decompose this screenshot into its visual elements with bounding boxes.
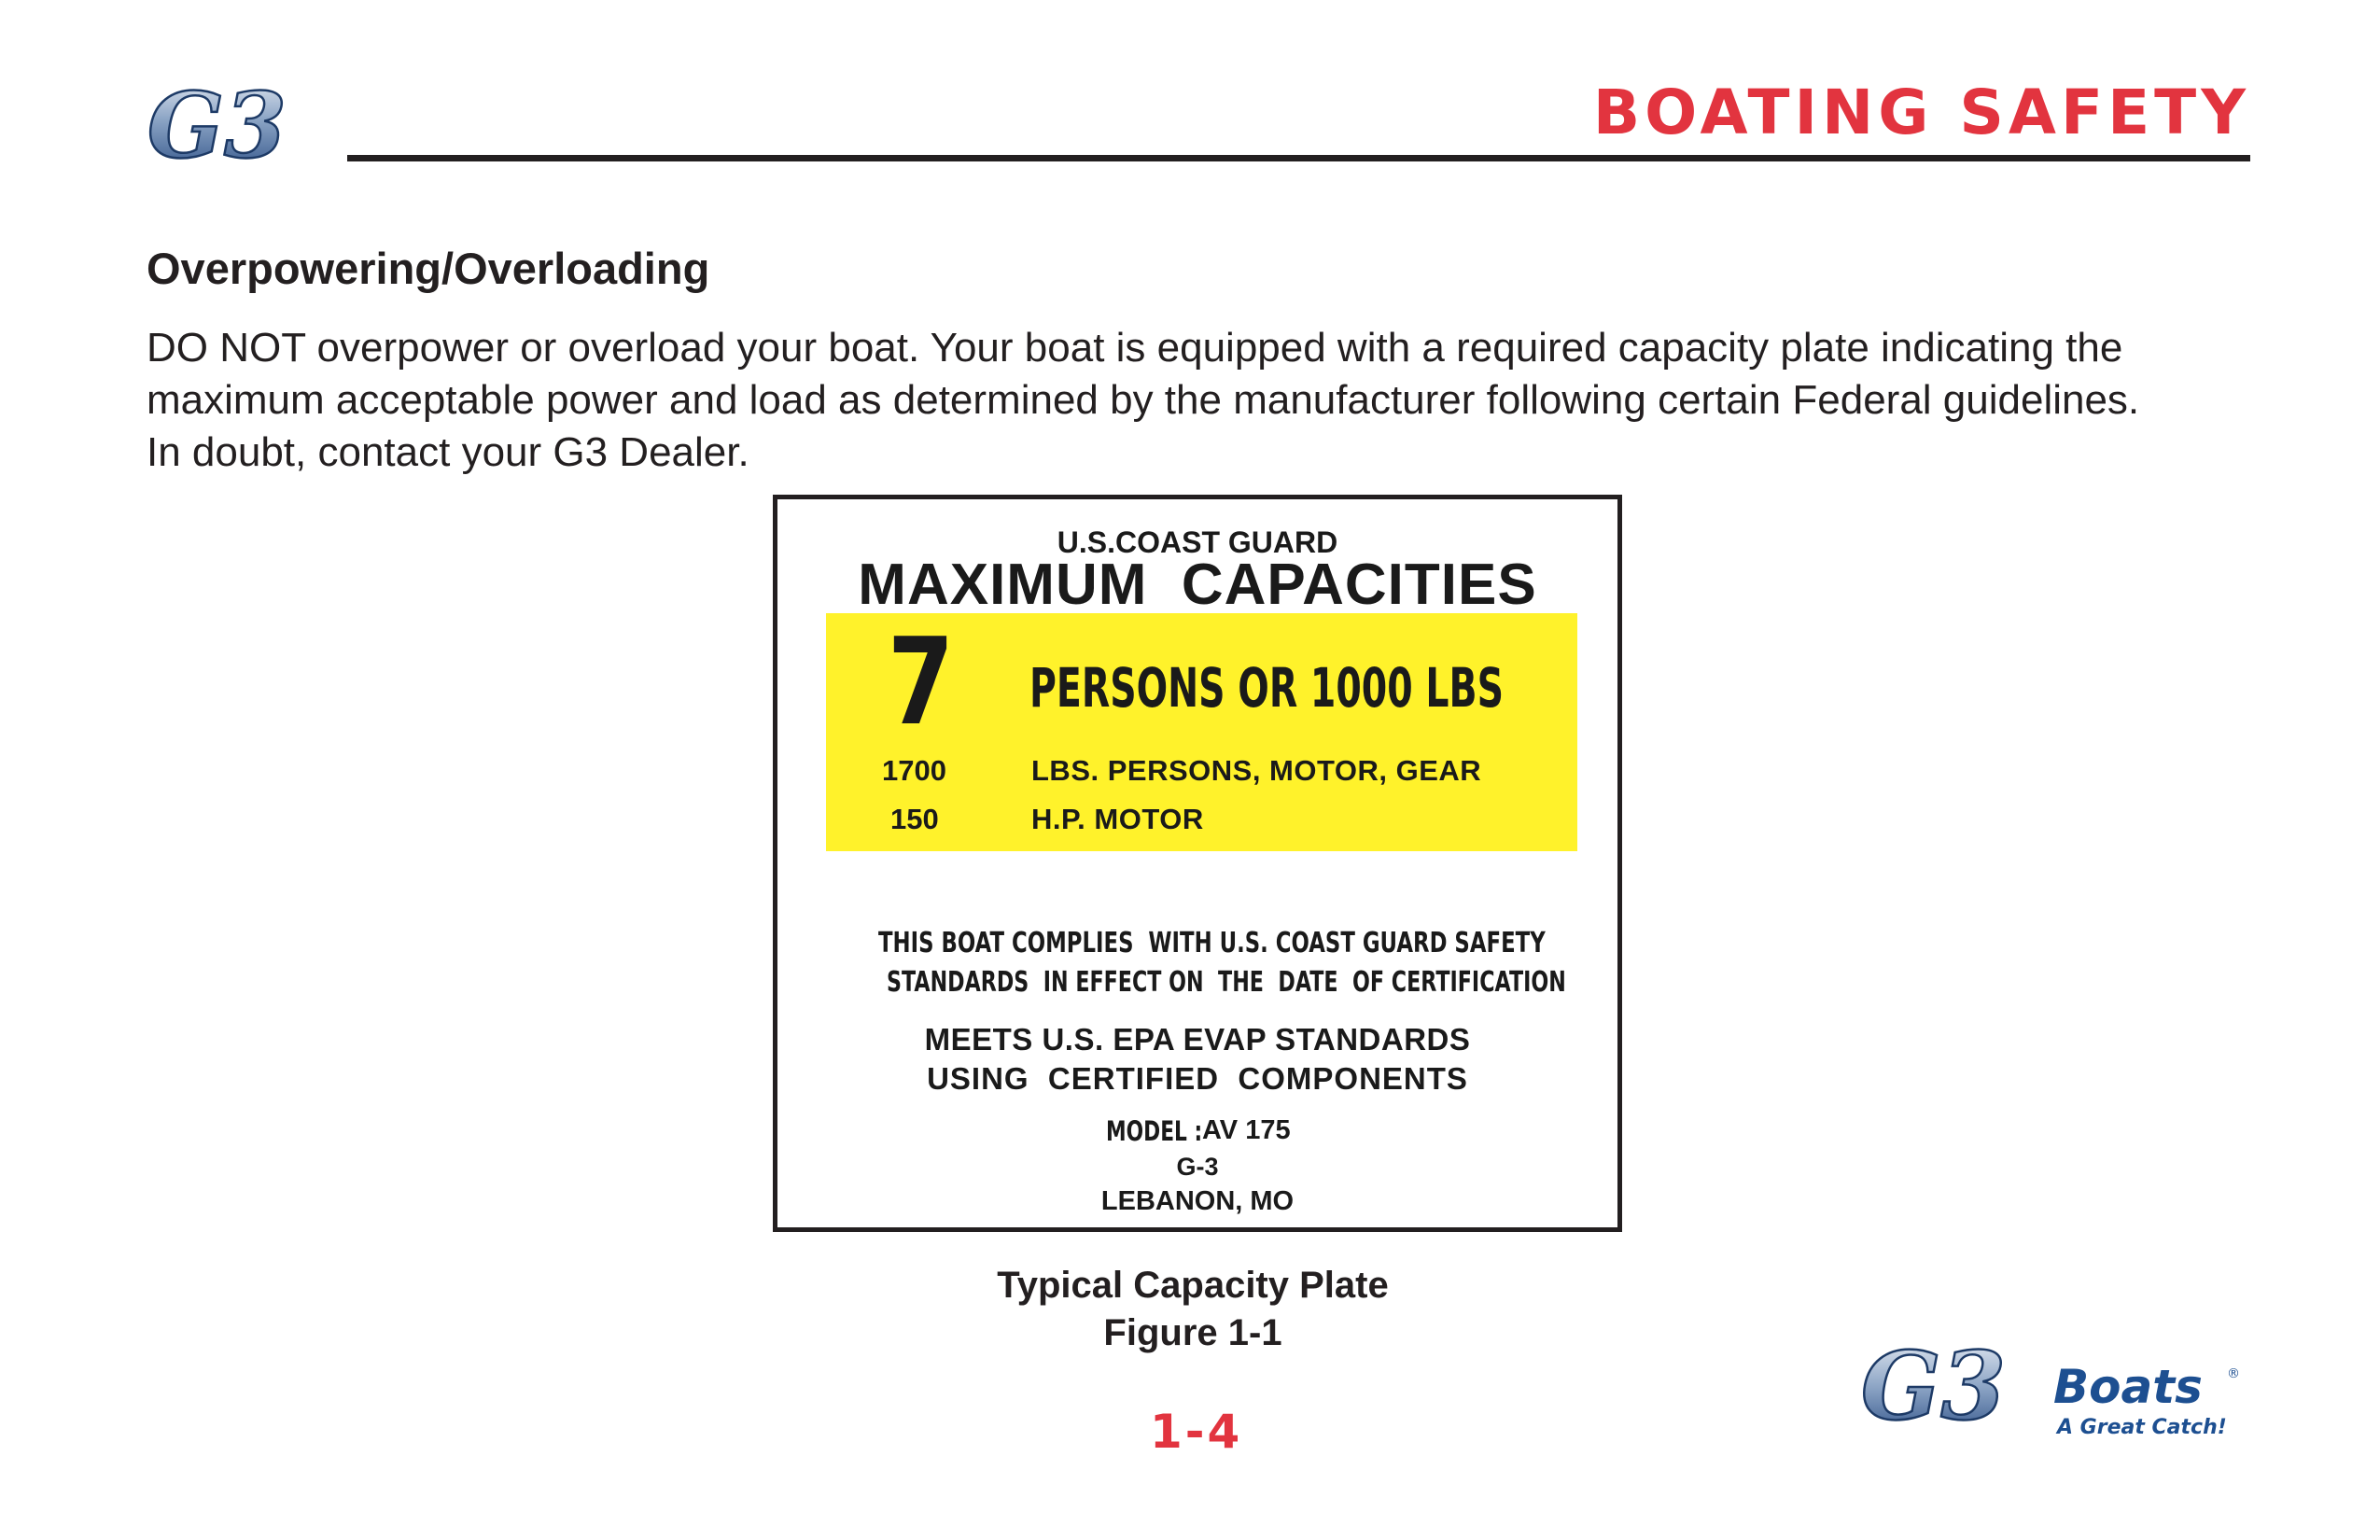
plate-location: LEBANON, MO [1100,1186,1295,1216]
plate-maker: G-3 [1176,1153,1219,1181]
plate-model-label: MODEL : [1106,1115,1203,1147]
plate-persons-count: 7 [888,613,955,752]
header-rule [347,155,2250,161]
plate-hp-value: 150 [890,803,939,835]
plate-epa-line: MEETS U.S. EPA EVAP STANDARDS [924,1022,1471,1057]
g3-logo [140,75,355,177]
body-line: DO NOT overpower or overload your boat. Your boat is equipped with a required capacity plate indicating the [147,325,2123,371]
plate-title: MAXIMUM CAPACITIES [858,553,1537,617]
g3-boats-logo-tagline: A Great Catch! [2057,1416,2227,1439]
plate-persons-text: PERSONS OR 1000 LBS [1029,656,1505,720]
plate-weight-text: LBS. PERSONS, MOTOR, GEAR [1031,754,1482,787]
g3-logo-g: G3 [147,75,287,177]
body-paragraph [147,322,2256,479]
plate-agency: U.S.COAST GUARD [1057,525,1338,559]
plate-model-value: AV 175 [1202,1115,1291,1145]
g3-boats-logo [1857,1314,2259,1454]
g3-boats-logo-brand: Boats [2053,1360,2203,1414]
figure-number: Figure 1-1 [1103,1312,1282,1353]
plate-hp-text: H.P. MOTOR [1031,803,1204,835]
capacity-plate-figure [773,495,1622,1232]
page-header-title: BOATING SAFETY [1592,77,2250,148]
plate-compliance-line: THIS BOAT COMPLIES WITH U.S. COAST GUARD SAFETY [878,927,1546,959]
g3-boats-logo-mark: G3 [1861,1331,2006,1441]
page-number: 1-4 [1150,1405,1243,1459]
plate-compliance-line: STANDARDS IN EFFECT ON THE DATE OF CERTIFICATION [887,966,1566,999]
plate-weight-value: 1700 [882,754,946,787]
figure-caption: Typical Capacity Plate [997,1265,1389,1306]
body-line: maximum acceptable power and load as determined by the manufacturer following certain Federal guidelines. [147,377,2140,423]
registered-mark: ® [2227,1366,2240,1381]
body-line: In doubt, contact your G3 Dealer. [147,429,749,475]
section-heading: Overpowering/Overloading [147,244,710,293]
plate-epa-line: USING CERTIFIED COMPONENTS [927,1061,1468,1096]
